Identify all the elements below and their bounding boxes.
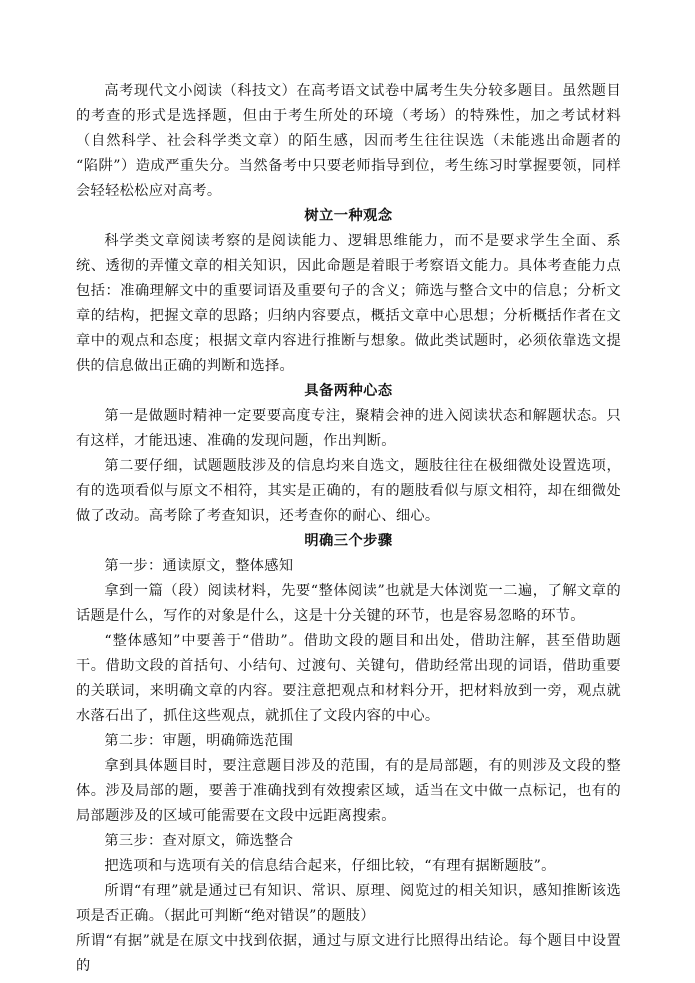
step1-paragraph-1: 拿到一篇（段）阅读材料，先要“整体阅读”也就是大体浏览一二遍，了解文章的话题是什么，写作的对象是什么，这是十分关键的环节，也是容易忽略的环节。 <box>76 583 621 624</box>
step2-title: 第二步：审题，明确筛选范围 <box>104 733 294 749</box>
step1-paragraph-2: “整体感知”中要善于“借助”。借助文段的题目和出处，借助注解，甚至借助题干。借助文段的首括句、小结句、过渡句、关键句，借助经常出现的词语，借助重要的关联词，来明确文章的内容。要注意把观点和材料分开，把材料放到一旁，观点就水落石出了，抓住这些观点，就抓住了文段内容的中心。 <box>76 633 621 724</box>
section-heading-two-mindsets: 具备两种心态 <box>304 383 393 399</box>
section2-paragraph-2: 第二要仔细，试题题肢涉及的信息均来自选文，题肢往往在极细微处设置选项，有的选项看似与原文不相符，其实是正确的，有的题肢看似与原文相符，却在细微处做了改动。高考除了考查知识，还考查你的耐心、细心。 <box>76 458 621 524</box>
step2-paragraph-1: 拿到具体题目时，要注意题目涉及的范围，有的是局部题，有的则涉及文段的整体。涉及局部的题，要善于准确找到有效搜索区域，适当在文中做一点标记，也有的局部题涉及的区域可能需要在文段中远距离搜索。 <box>76 758 621 824</box>
section2-paragraph-1: 第一是做题时精神一定要要高度专注，聚精会神的进入阅读状态和解题状态。只有这样，才能迅速、准确的发现问题，作出判断。 <box>76 408 621 449</box>
step3-paragraph-3: 所谓“有据”就是在原文中找到依据，通过与原文进行比照得出结论。每个题目中设置的 <box>76 933 621 974</box>
section1-paragraph: 科学类文章阅读考察的是阅读能力、逻辑思维能力，而不是要求学生全面、系统、透彻的弄懂文章的相关知识，因此命题是着眼于考察语文能力。具体考查能力点包括：准确理解文中的重要词语及重要句子的含义；筛选与整合文中的信息；分析文章的结构，把握文章的思路；归纳内容要点，概括文章中心思想；分析概括作者在文章中的观点和态度；根据文章内容进行推断与想象。做此类试题时，必须依靠选文提供的信息做出正确的判断和选择。 <box>76 233 621 374</box>
step3-title: 第三步：查对原文，筛选整合 <box>104 833 294 849</box>
section-heading-three-steps: 明确三个步骤 <box>304 533 393 549</box>
step1-title: 第一步：通读原文，整体感知 <box>104 558 294 574</box>
document-body <box>76 79 621 979</box>
step3-paragraph-1: 把选项和与选项有关的信息结合起来，仔细比较，“有理有据断题肢”。 <box>104 858 556 874</box>
section-heading-one-concept: 树立一种观念 <box>304 208 393 224</box>
intro-paragraph: 高考现代文小阅读（科技文）在高考语文试卷中属考生失分较多题目。虽然题目的考查的形式是选择题，但由于考生所处的环境（考场）的特殊性，加之考试材料（自然科学、社会科学类文章）的陌生感，因而考生往往误选（未能逃出命题者的 “陷阱”）造成严重失分。当然备考中只要老师指导到位，考生练习时掌握要领，同样会轻轻松松应对高考。 <box>76 83 621 199</box>
step3-paragraph-2: 所谓“有理”就是通过已有知识、常识、原理、阅览过的相关知识，感知推断该选项是否正确。（据此可判断“绝对错误”的题肢） <box>76 883 621 924</box>
